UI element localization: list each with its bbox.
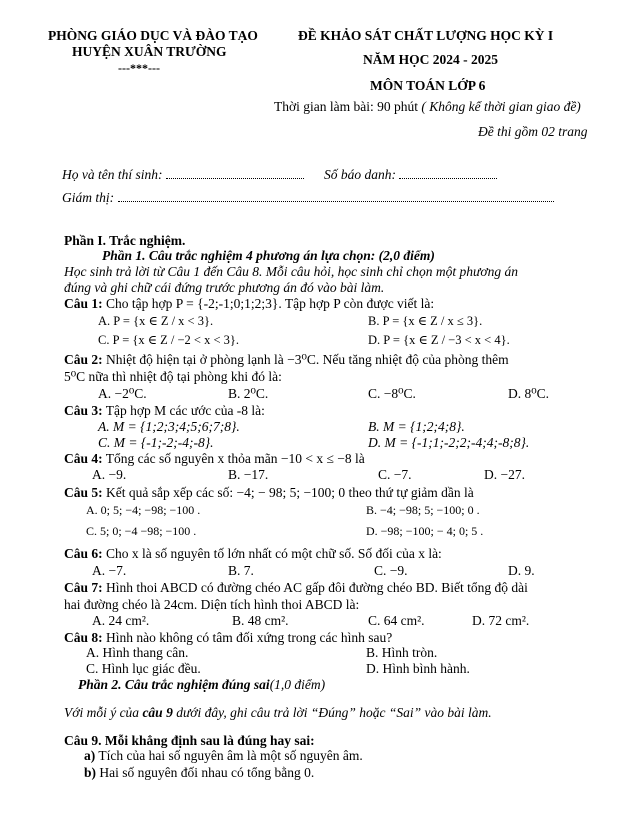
part1-instruction-line2: đúng và ghi chữ cái đứng trước phương án đó vào bài làm.	[64, 280, 385, 295]
question-label: Câu 7:	[64, 580, 103, 595]
instr-text: dưới đây, ghi câu trả lời “Đúng” hoặc “Sai” vào bài làm.	[172, 705, 492, 720]
q4-option-d: D. −27.	[484, 467, 525, 482]
q7-option-a: A. 24 cm².	[92, 613, 150, 628]
supervisor-field	[62, 190, 554, 206]
question-text: Hình thoi ABCD có đường chéo AC gấp đôi đường chéo BD. Biết tổng độ dài	[102, 580, 528, 595]
question-text: Tập hợp M các ước của -8 là:	[102, 403, 265, 418]
question-3	[64, 403, 265, 419]
q4-option-c: C. −7.	[378, 467, 412, 482]
statement-label: a)	[84, 748, 96, 763]
question-8	[64, 630, 392, 646]
q1-option-a: A. P = {x ∈ Z / x < 3}.	[98, 314, 214, 328]
statement-text: Hai số nguyên đối nhau có tổng bằng 0.	[96, 765, 315, 780]
part2-subtitle-points: (1,0 điểm)	[269, 677, 326, 692]
q2-option-b: B. 2⁰C.	[228, 386, 269, 401]
question-text: Nhiệt độ hiện tại ở phòng lạnh là −3⁰C. Nếu tăng nhiệt độ của phòng thêm	[102, 352, 509, 367]
dotted-line	[118, 191, 554, 202]
department-name: PHÒNG GIÁO DỤC VÀ ĐÀO TẠO	[48, 28, 258, 43]
q2-option-c: C. −8⁰C.	[368, 386, 416, 401]
question-label: Câu 4:	[64, 451, 103, 466]
q2-option-d: D. 8⁰C.	[508, 386, 550, 401]
q7-option-d: D. 72 cm².	[472, 613, 530, 628]
q6-option-d: D. 9.	[508, 563, 535, 578]
q7-option-c: C. 64 cm².	[368, 613, 425, 628]
q5-option-c: C. 5; 0; −4 −98; −100 .	[86, 524, 197, 538]
statement-label: b)	[84, 765, 97, 780]
part1-subtitle	[102, 248, 435, 264]
q3-option-d: D. M = {-1;1;-2;2;-4;4;-8;8}.	[368, 435, 530, 450]
q1-option-d: D. P = {x ∈ Z / −3 < x < 4}.	[368, 333, 510, 347]
q6-option-c: C. −9.	[374, 563, 408, 578]
exam-title: ĐỀ KHẢO SÁT CHẤT LƯỢNG HỌC KỲ I	[298, 28, 554, 43]
q8-option-a: A. Hình thang cân.	[86, 645, 189, 660]
question-text: Kết quả sắp xếp các số: −4; − 98; 5; −100; 0 theo thứ tự giảm dần là	[102, 485, 474, 500]
part2-subtitle	[78, 677, 325, 693]
student-id-field	[324, 167, 497, 183]
part2-subtitle-bold: Phần 2. Câu trắc nghiệm đúng sai	[78, 677, 270, 692]
time-allowed	[274, 99, 581, 115]
q3-option-b: B. M = {1;2;4;8}.	[368, 419, 465, 434]
question-label: Câu 5:	[64, 485, 103, 500]
question-9-title: Câu 9. Mỗi khẳng định sau là đúng hay sai:	[64, 733, 315, 748]
student-id-label: Số báo danh:	[324, 167, 400, 182]
q9-statement-b	[84, 765, 314, 781]
supervisor-label: Giám thị:	[62, 190, 118, 205]
q5-option-d: D. −98; −100; − 4; 0; 5 .	[366, 524, 484, 538]
q6-option-a: A. −7.	[92, 563, 127, 578]
question-1	[64, 296, 434, 312]
q8-option-c: C. Hình lục giác đều.	[86, 661, 201, 676]
q4-option-b: B. −17.	[228, 467, 269, 482]
question-label: Câu 2:	[64, 352, 103, 367]
q4-option-a: A. −9.	[92, 467, 127, 482]
instr-text: Với mỗi ý của	[64, 705, 143, 720]
q9-statement-a	[84, 748, 363, 764]
question-text: Tổng các số nguyên x thỏa mãn −10 < x ≤ −8 là	[102, 451, 365, 466]
decorative-separator: ---***---	[118, 61, 160, 75]
part1-instruction-line1: Học sinh trả lời từ Câu 1 đến Câu 8. Mỗi câu hỏi, học sinh chỉ chọn một phương án	[64, 264, 518, 279]
part1-title: Phần I. Trắc nghiệm.	[64, 233, 186, 248]
q3-option-c: C. M = {-1;-2;-4;-8}.	[98, 435, 214, 450]
q8-option-b: B. Hình tròn.	[366, 645, 438, 660]
q8-option-d: D. Hình bình hành.	[366, 661, 470, 676]
time-allowed-text: Thời gian làm bài: 90 phút	[274, 99, 422, 114]
question-label: Câu 3:	[64, 403, 103, 418]
student-name-field	[62, 167, 304, 183]
question-7	[64, 580, 528, 596]
student-name-label: Họ và tên thí sinh:	[62, 167, 166, 182]
dotted-line	[399, 168, 497, 179]
question-6	[64, 546, 442, 562]
q7-option-b: B. 48 cm².	[232, 613, 289, 628]
q1-option-b: B. P = {x ∈ Z / x ≤ 3}.	[368, 314, 483, 328]
q1-option-c: C. P = {x ∈ Z / −2 < x < 3}.	[98, 333, 240, 347]
instr-question-ref: câu 9	[142, 705, 173, 720]
question-2	[64, 352, 509, 368]
question-label: Câu 1:	[64, 296, 103, 311]
question-5	[64, 485, 474, 501]
question-7-line2: hai đường chéo là 24cm. Diện tích hình thoi ABCD là:	[64, 597, 360, 612]
q2-option-a: A. −2⁰C.	[98, 386, 147, 401]
q5-option-a: A. 0; 5; −4; −98; −100 .	[86, 503, 201, 517]
question-2-line2: 5⁰C nữa thì nhiệt độ tại phòng khi đó là:	[64, 369, 282, 384]
subject-name: MÔN TOÁN LỚP 6	[370, 78, 486, 93]
question-label: Câu 6:	[64, 546, 103, 561]
dotted-line	[166, 168, 304, 179]
q5-option-b: B. −4; −98; 5; −100; 0 .	[366, 503, 480, 517]
part2-instruction	[64, 705, 492, 721]
question-text: Cho x là số nguyên tố lớn nhất có một chữ số. Số đối của x là:	[102, 546, 442, 561]
question-text: Hình nào không có tâm đối xứng trong các hình sau?	[102, 630, 393, 645]
statement-text: Tích của hai số nguyên âm là một số nguyên âm.	[95, 748, 363, 763]
district-name: HUYỆN XUÂN TRƯỜNG	[72, 44, 227, 59]
school-year: NĂM HỌC 2024 - 2025	[363, 52, 498, 67]
question-text: Cho tập hợp P = {-2;-1;0;1;2;3}. Tập hợp P còn được viết là:	[102, 296, 435, 311]
question-4	[64, 451, 365, 467]
q6-option-b: B. 7.	[228, 563, 254, 578]
question-label: Câu 8:	[64, 630, 103, 645]
page-count: Đề thi gồm 02 trang	[478, 124, 588, 139]
q3-option-a: A. M = {1;2;3;4;5;6;7;8}.	[98, 419, 240, 434]
part1-subtitle-text: Phần 1. Câu trắc nghiệm 4 phương án lựa chọn: (2,0 điểm)	[102, 248, 435, 263]
time-note: ( Không kể thời gian giao đề)	[421, 99, 581, 114]
